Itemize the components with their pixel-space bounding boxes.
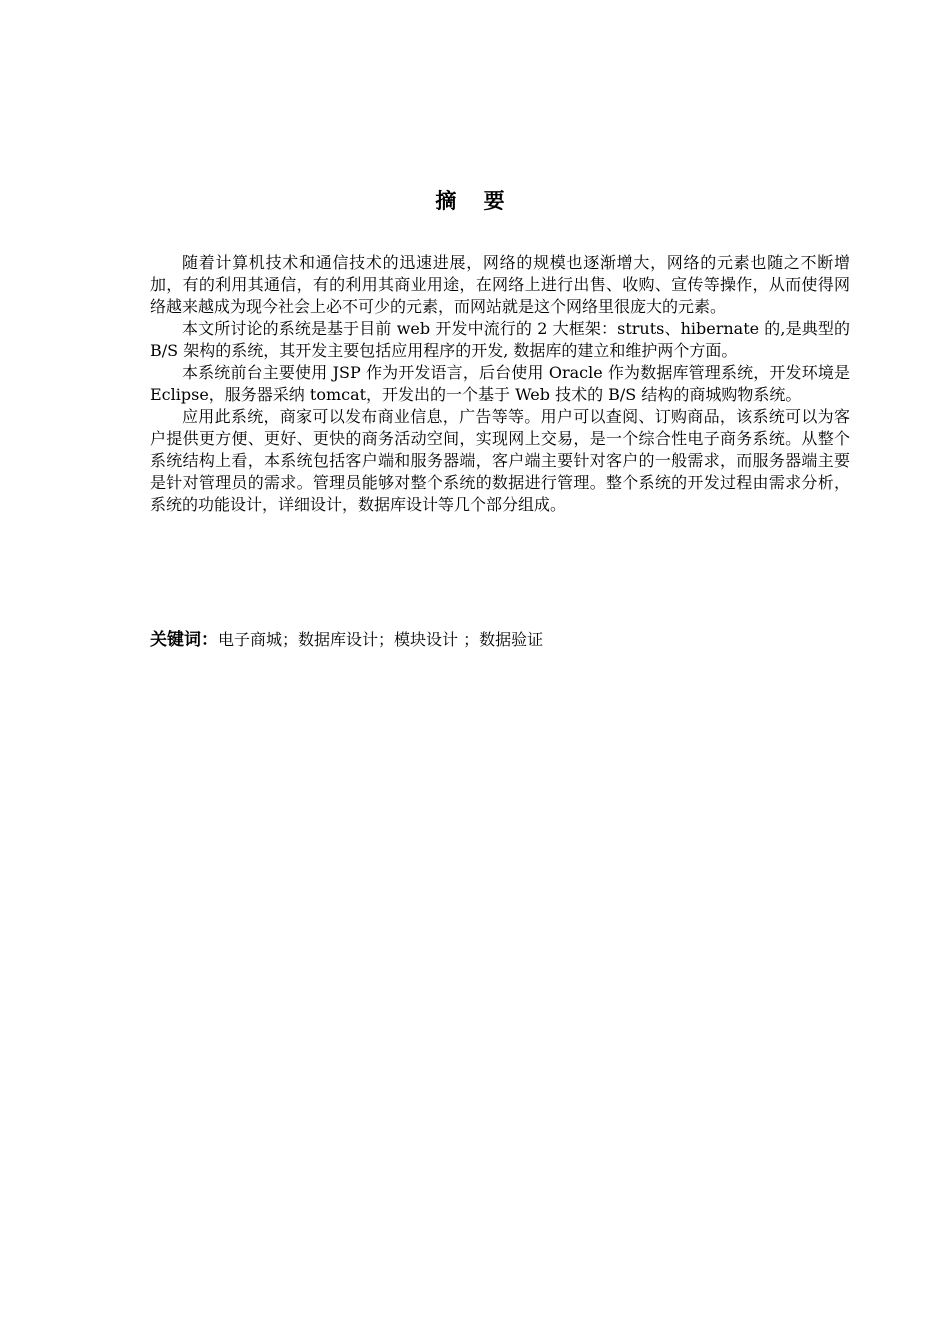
- keywords-label: 关键词：: [150, 630, 218, 650]
- abstract-title: 摘 要: [435, 189, 515, 213]
- abstract-paragraph-3: 本系统前台主要使用 JSP 作为开发语言，后台使用 Oracle 作为数据库管理系统，开发环境是 Eclipse，服务器采纳 tomcat，开发出的一个基于 Web 技术的 B/S 结构的商城购物系统。: [150, 363, 850, 404]
- keywords-text: 电子商城；数据库设计；模块设计 ；数据验证: [218, 630, 544, 649]
- abstract-paragraph-4: 应用此系统，商家可以发布商业信息，广告等等。用户可以查阅、订购商品，该系统可以为客户提供更方便、更好、更快的商务活动空间，实现网上交易，是一个综合性电子商务系统。从整个系统结构上看，本系统包括客户端和服务器端，客户端主要针对客户的一般需求，而服务器端主要是针对管理员的需求。管理员能够对整个系统的数据进行管理。整个系统的开发过程由需求分析，系统的功能设计，详细设计，数据库设计等几个部分组成。: [150, 407, 850, 514]
- abstract-paragraph-1: 随着计算机技术和通信技术的迅速进展，网络的规模也逐渐增大，网络的元素也随之不断增加，有的利用其通信，有的利用其商业用途，在网络上进行出售、收购、宣传等操作，从而使得网络越来越成为现今社会上必不可少的元素，而网站就是这个网络里很庞大的元素。: [150, 253, 850, 316]
- abstract-paragraph-2: 本文所讨论的系统是基于目前 web 开发中流行的 2 大框架：struts、hibernate 的,是典型的 B/S 架构的系统，其开发主要包括应用程序的开发, 数据库的建立和维护两个方面。: [150, 319, 850, 360]
- abstract-body: [150, 252, 850, 516]
- keywords-line: [150, 628, 850, 652]
